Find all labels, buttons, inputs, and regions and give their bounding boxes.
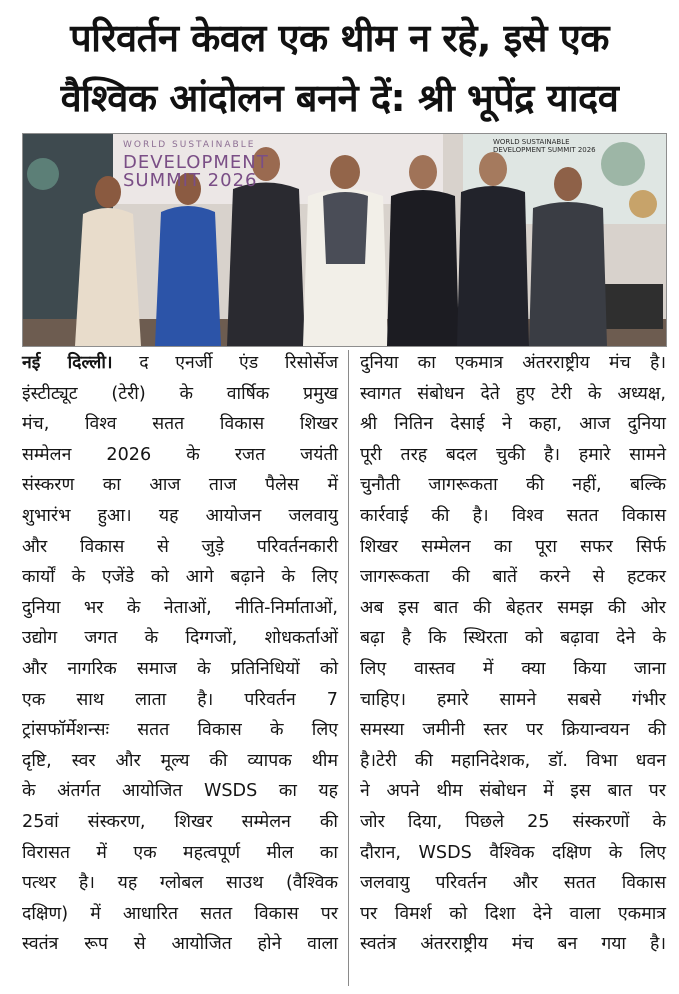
article-line: मंच, विश्व सतत विकास शिखर [22,414,338,435]
article-line: ने अपने थीम संबोधन में इस बात पर [360,781,666,802]
article-line: जलवायु परिवर्तन और सतत विकास [360,873,666,894]
article-line: पूरी तरह बदल चुकी है। हमारे सामने [360,444,666,465]
article-line: चाहिए। हमारे सामने सबसे गंभीर [360,689,666,710]
article-line: बढ़ा है कि स्थिरता को बढ़ावा देने के [360,628,666,649]
article-line: कार्यों के एजेंडे को आगे बढ़ाने के लिए [22,567,338,588]
article-column-right [360,348,666,960]
article-line: एक साथ लाता है। परिवर्तन 7 [22,689,338,710]
article-line: श्री नितिन देसाई ने कहा, आज दुनिया [360,414,666,435]
headline-line-1: परिवर्तन केवल एक थीम न रहे, इसे एक [70,16,609,60]
article-line: है।टेरी की महानिदेशक, डॉ. विभा धवन [360,750,666,771]
article-line: ट्रांसफॉर्मेशन्सः सतत विकास के लिए [22,720,338,741]
article-line: दक्षिण) में आधारित सतत विकास पर [22,903,338,924]
article-line: दृष्टि, स्वर और मूल्य की व्यापक थीम [22,750,338,771]
article-line: जागरूकता की बातें करने से हटकर [360,567,666,588]
article-line: पर विमर्श को दिशा देने वाला एकमात्र [360,903,666,924]
article-line [22,348,338,379]
article-line: इंस्टीट्यूट (टेरी) के वार्षिक प्रमुख [22,383,338,404]
article-line: दौरान, WSDS वैश्विक दक्षिण के लिए [360,842,666,863]
article-line-text: द एनर्जी एंड रिसोर्सेज [112,353,338,373]
article-column-left [22,348,338,960]
summit-banner-right: WORLD SUSTAINABLE DEVELOPMENT SUMMIT 2026 [493,138,596,154]
group-photo-illustration [23,134,666,346]
article-line: समस्या जमीनी स्तर पर क्रियान्वयन की [360,720,666,741]
article-line: और विकास से जुड़े परिवर्तनकारी [22,536,338,557]
article-line: शुभारंभ हुआ। यह आयोजन जलवायु [22,505,338,526]
article-line: शिखर सम्मेलन का पूरा सफर सिर्फ [360,536,666,557]
article-line: जोर दिया, पिछले 25 संस्करणों के [360,811,666,832]
article-line: उद्योग जगत के दिग्गजों, शोधकर्ताओं [22,628,338,649]
headline [10,8,669,128]
article-line: सम्मेलन 2026 के रजत जयंती [22,444,338,465]
article-line: संस्करण का आज ताज पैलेस में [22,475,338,496]
article-line: कार्रवाई की है। विश्व सतत विकास [360,505,666,526]
article-line: विरासत में एक महत्वपूर्ण मील का [22,842,338,863]
article-line: 25वां संस्करण, शिखर सम्मेलन की [22,811,338,832]
article-line: पत्थर है। यह ग्लोबल साउथ (वैश्विक [22,873,338,894]
article-line: स्वागत संबोधन देते हुए टेरी के अध्यक्ष, [360,383,666,404]
dateline: नई दिल्ली। [22,353,113,373]
article-line: दुनिया का एकमात्र अंतरराष्ट्रीय मंच है। [360,353,666,373]
column-divider [348,350,349,986]
article-line: के अंतर्गत आयोजित WSDS का यह [22,781,338,802]
article-line: चुनौती जागरूकता की नहीं, बल्कि [360,475,666,496]
article-line: लिए वास्तव में क्या किया जाना [360,658,666,679]
article-line: दुनिया भर के नेताओं, नीति-निर्माताओं, [22,597,338,618]
summit-banner-left: WORLD SUSTAINABLE DEVELOPMENT SUMMIT 2026 [123,140,269,191]
article-line: और नागरिक समाज के प्रतिनिधियों को [22,658,338,679]
article-line: स्वतंत्र अंतरराष्ट्रीय मंच बन गया है। [360,934,666,955]
article-line: स्वतंत्र रूप से आयोजित होने वाला [22,934,338,955]
headline-line-2: वैश्विक आंदोलन बनने दें: श्री भूपेंद्र यादव [60,76,619,120]
article-line: अब इस बात की बेहतर समझ की ओर [360,597,666,618]
news-photo [22,133,667,347]
